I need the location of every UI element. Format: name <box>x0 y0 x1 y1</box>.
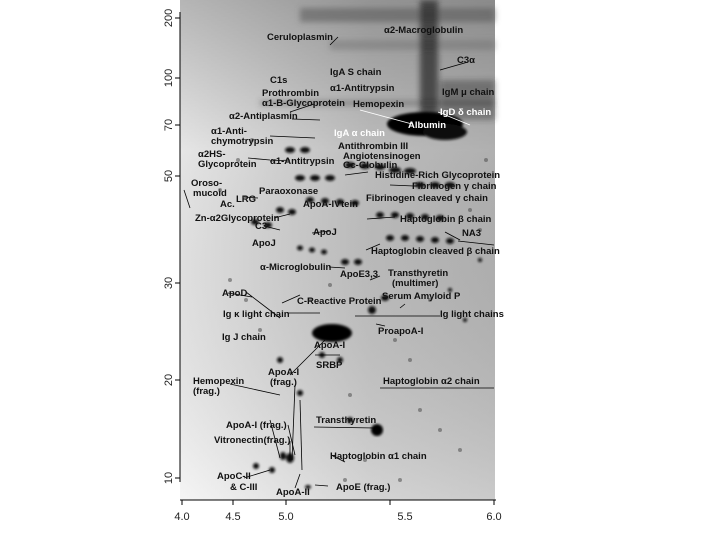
y-tick-label: 200 <box>163 8 175 28</box>
label-angiotensinogen: Angiotensinogen <box>343 151 421 162</box>
label-srbp: SRBP <box>316 360 343 371</box>
label-apoe-frag: ApoE (frag.) <box>336 482 391 493</box>
y-axis <box>163 9 180 484</box>
label-ac: Ac. <box>220 199 235 210</box>
label-apoj-1: ApoJ <box>313 227 337 238</box>
label-a1-antichymotrypsin-2: chymotrypsin <box>211 136 274 147</box>
x-tick-label: 6.0 <box>486 511 502 523</box>
label-c3a: C3α <box>457 55 475 66</box>
label-ceruloplasmin: Ceruloplasmin <box>267 32 333 43</box>
y-tick-label: 10 <box>163 471 175 485</box>
x-tick-label: 5.0 <box>278 511 294 523</box>
label-a2-macroglobulin: α2-Macroglobulin <box>384 25 464 36</box>
label-paraoxonase: Paraoxonase <box>259 186 319 197</box>
label-apoj-2: ApoJ <box>252 238 276 249</box>
label-apoc2-2: & C-III <box>230 482 258 493</box>
label-transthyretin: Transthyretin <box>316 415 377 426</box>
x-axis <box>174 500 501 523</box>
label-proapoa1: ProapoA-I <box>378 326 424 337</box>
label-haptoglobin-cleaved-beta: Haptoglobin cleaved β chain <box>371 246 500 257</box>
label-apoa1-frag-a-2: (frag.) <box>270 377 297 388</box>
label-apoe: ApoE3,3 <box>340 269 379 280</box>
label-iga-alpha-chain: IgA α chain <box>334 128 385 139</box>
label-antithrombin: Antithrombin III <box>338 141 409 152</box>
label-a1-antitrypsin: α1-Antitrypsin <box>330 83 395 94</box>
label-apoa4: ApoA-IV <box>303 199 341 210</box>
label-gc-globulin: Gc-Globulin <box>343 160 398 171</box>
label-apoa1: ApoA-I <box>314 340 346 351</box>
label-hemopexin-frag-2: (frag.) <box>193 386 220 397</box>
label-vitamin-d: tein <box>341 199 358 210</box>
label-fibrinogen-gamma: Fibrinogen γ chain <box>412 181 497 192</box>
label-c3: C3 <box>255 221 268 232</box>
x-tick-label: 4.0 <box>174 511 190 523</box>
label-haptoglobin-a2: Haptoglobin α2 chain <box>383 376 480 387</box>
label-c1s: C1s <box>270 75 288 86</box>
label-apoa1-frag-a-1: ApoA-I <box>268 367 300 378</box>
label-fibrinogen-cleaved: Fibrinogen cleaved γ chain <box>366 193 488 204</box>
y-tick-label: 70 <box>163 118 175 132</box>
label-histidine-rich: Histidine-Rich Glycoprotein <box>375 170 501 181</box>
label-igd-delta-chain: IgD δ chain <box>440 107 492 118</box>
label-iga-s-chain: IgA S chain <box>330 67 382 78</box>
y-tick-label: 30 <box>163 276 175 290</box>
y-tick-label: 20 <box>163 373 175 387</box>
label-a-microglobulin: α-Microglobulin <box>260 262 332 273</box>
label-a2hs-1: α2HS- <box>198 149 226 160</box>
label-igm-mu-chain: IgM μ chain <box>442 87 495 98</box>
x-tick-label: 5.5 <box>397 511 413 523</box>
label-orosomucoid-1: Oroso- <box>191 178 223 189</box>
x-tick-label: 4.5 <box>225 511 241 523</box>
label-apoa2: ApoA-II <box>276 487 310 498</box>
label-a2-antiplasmin: α2-Antiplasmin <box>229 111 298 122</box>
label-lrg: LRG <box>236 194 257 205</box>
label-hemopexin: Hemopexin <box>353 99 405 110</box>
label-a2hs-2: Glycoprotein <box>198 159 257 170</box>
label-transthyretin-multimer-2: (multimer) <box>392 278 439 289</box>
label-ig-j: Ig J chain <box>222 332 266 343</box>
y-tick-label: 100 <box>163 68 175 88</box>
label-albumin: Albumin <box>408 120 446 131</box>
label-ig-kappa: Ig κ light chain <box>223 309 290 320</box>
label-ig-light: Ig light chains <box>440 309 504 320</box>
label-transthyretin-multimer-1: Transthyretin <box>388 268 449 279</box>
label-vitronectin-frag: Vitronectin(frag.) <box>214 435 291 446</box>
label-a1-antitrypsin-2: α1-Antitrypsin <box>270 156 335 167</box>
label-a1-antichymotrypsin-1: α1-Anti- <box>211 126 247 137</box>
label-c-reactive: C-Reactive Protein <box>297 296 382 307</box>
label-orosomucoid-2: mucoid <box>193 188 227 199</box>
label-haptoglobin-beta: Haptoglobin β chain <box>400 214 492 225</box>
y-tick-label: 50 <box>163 169 175 183</box>
label-prothrombin: Prothrombin <box>262 88 319 99</box>
label-serum-amyloid-p: Serum Amyloid P <box>382 291 461 302</box>
label-a1b-glycoprotein: α1-B-Glycoprotein <box>262 98 345 109</box>
label-apoc2-1: ApoC-II <box>217 471 251 482</box>
label-apoa1-frag-b: ApoA-I (frag.) <box>226 420 287 431</box>
label-na3: NA3 <box>462 228 482 239</box>
label-zn-a2: Zn-α2Glycoprotein <box>195 213 280 224</box>
label-apod: ApoD <box>222 288 248 299</box>
label-haptoglobin-a1: Haptoglobin α1 chain <box>330 451 427 462</box>
label-hemopexin-frag-1: Hemopexin <box>193 376 245 387</box>
